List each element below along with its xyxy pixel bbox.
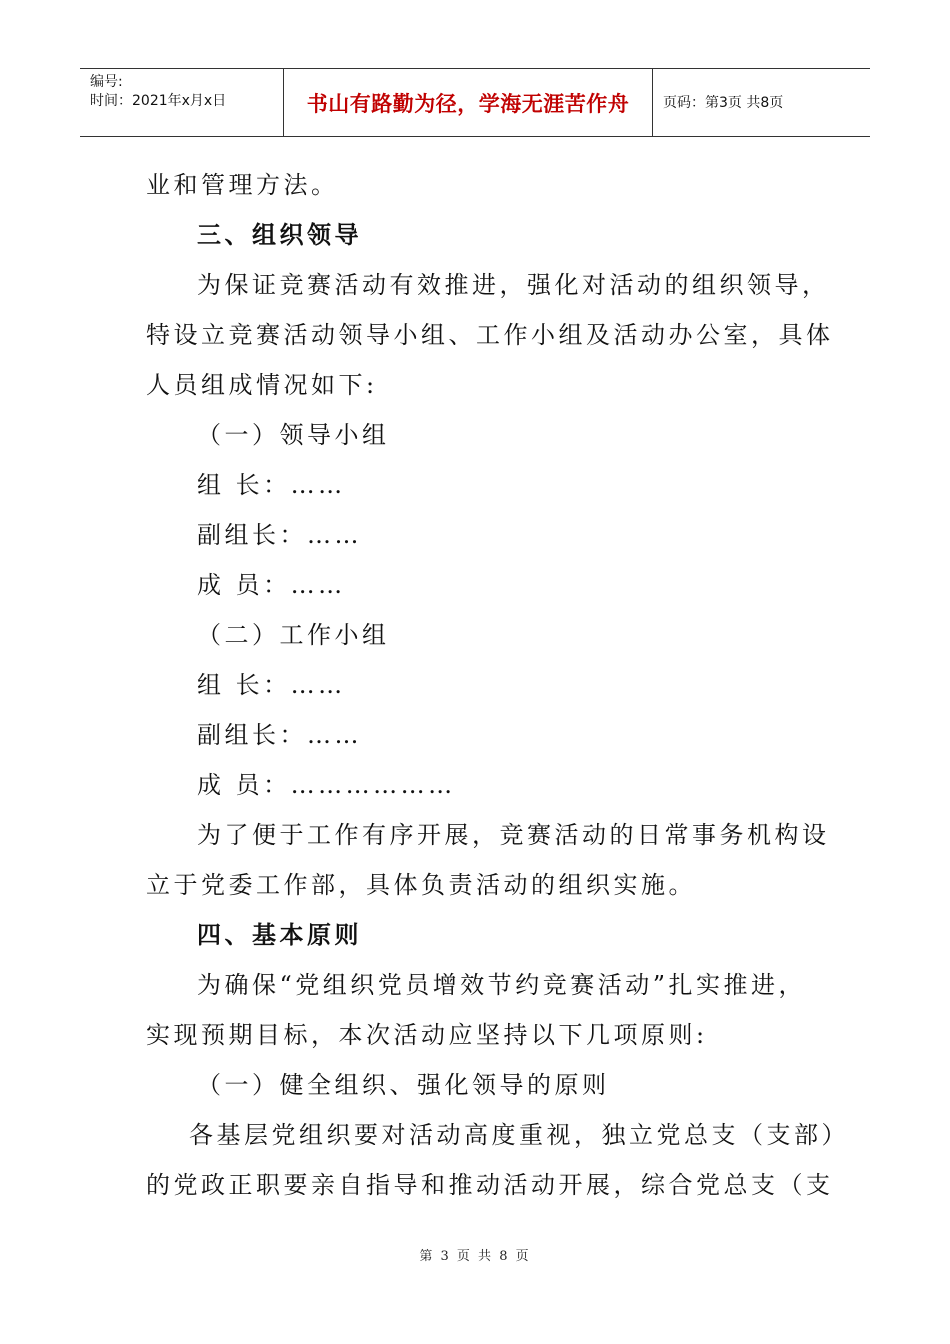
- header-page-info: 页码：第3页 共8页: [663, 94, 784, 111]
- section-heading-principles: 四、基本原则: [197, 920, 362, 949]
- body-line: 为保证竞赛活动有效推进，强化对活动的组织领导，: [197, 271, 830, 299]
- body-line: 的党政正职要亲自指导和推动活动开展，综合党总支（支: [146, 1171, 834, 1199]
- body-line: 立于党委工作部，具体负责活动的组织实施。: [146, 871, 696, 899]
- subsection-leader-group: （一）领导小组: [197, 421, 390, 449]
- doc-time-label: 时间：2021年x月x日: [90, 93, 227, 109]
- body-line: 为了便于工作有序开展，竞赛活动的日常事务机构设: [197, 821, 830, 849]
- body-line: 各基层党组织要对活动高度重视，独立党总支（支部）: [189, 1121, 849, 1149]
- body-line: 业和管理方法。: [146, 171, 339, 199]
- doc-number-label: 编号:: [90, 74, 123, 90]
- body-line: 副组长：……: [197, 721, 362, 749]
- header-page-cell: [653, 69, 870, 136]
- header-left-cell: [80, 69, 284, 136]
- body-line: 组 长：……: [197, 671, 346, 699]
- body-line: 成 员：……: [197, 571, 346, 599]
- page-header: [80, 68, 870, 137]
- subsection-work-group: （二）工作小组: [197, 621, 390, 649]
- body-line: 副组长：……: [197, 521, 362, 549]
- body-line: 特设立竞赛活动领导小组、工作小组及活动办公室，具体: [146, 321, 834, 349]
- page-footer: 第 3 页 共 8 页: [419, 1249, 531, 1264]
- section-heading-organization: 三、组织领导: [197, 220, 362, 249]
- header-motto: 书山有路勤为径，学海无涯苦作舟: [306, 91, 630, 116]
- subsection-principle-one: （一）健全组织、强化领导的原则: [197, 1071, 610, 1099]
- body-line: 组 长：……: [197, 471, 346, 499]
- header-motto-cell: [284, 69, 653, 136]
- body-line: 人员组成情况如下:: [146, 371, 378, 399]
- body-line: 成 员：………………: [197, 771, 456, 799]
- body-line: 为确保“党组织党员增效节约竞赛活动”扎实推进，: [197, 971, 807, 999]
- body-line: 实现预期目标，本次活动应坚持以下几项原则:: [146, 1021, 708, 1049]
